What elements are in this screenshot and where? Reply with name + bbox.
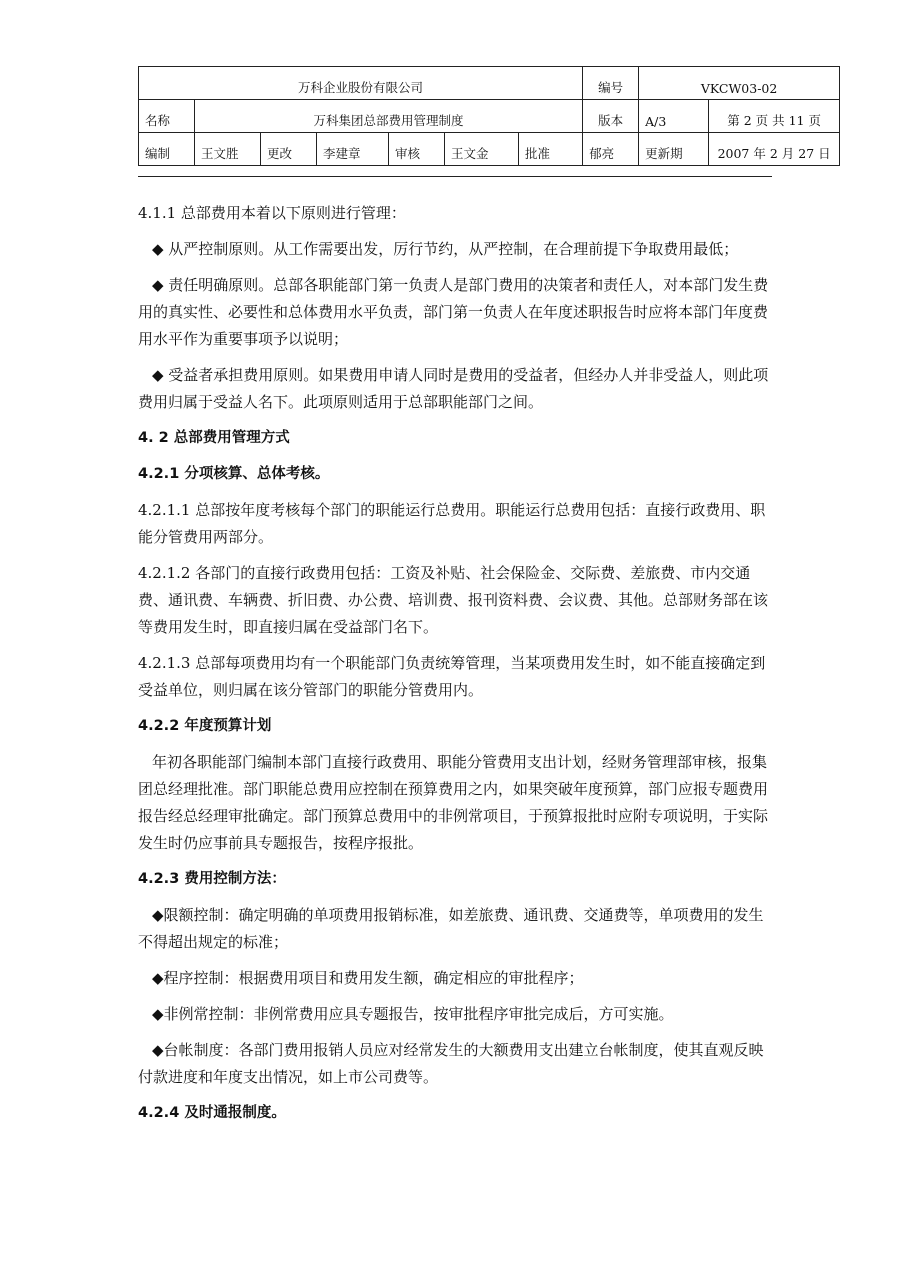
update-value: 2007 年 2 月 27 日 (709, 133, 840, 166)
document-name: 万科集团总部费用管理制度 (195, 100, 583, 133)
version-value: A/3 (639, 100, 709, 133)
bullet-procedure-control: ◆程序控制：根据费用项目和费用发生额，确定相应的审批程序； (152, 969, 584, 987)
paragraph-4-2-1-3: 4.2.1.3 总部每项费用均有一个职能部门负责统筹管理，当某项费用发生时，如不能直接确定到受益单位，则归属在该分管部门的职能分管费用内。 (138, 654, 766, 699)
heading-4-2-2: 4.2.2 年度预算计划 (138, 718, 272, 734)
heading-4-2: 4. 2 总部费用管理方式 (138, 430, 290, 446)
version-label: 版本 (583, 100, 639, 133)
change-value: 李建章 (317, 133, 389, 166)
paragraph-budget: 年初各职能部门编制本部门直接行政费用、职能分管费用支出计划，经财务管理部审核，报集团总经理批准。部门职能总费用应控制在预算费用之内，如果突破年度预算，部门应报专题费用报告经总经理审批确定。部门预算总费用中的非例常项目，于预算报批时应附专项说明，于实际发生时仍应事前具专题报告，按程序报批。 (138, 753, 769, 852)
review-value: 王文金 (445, 133, 519, 166)
paragraph-4-2-1-2: 4.2.1.2 各部门的直接行政费用包括：工资及补贴、社会保险金、交际费、差旅费、市内交通费、通讯费、车辆费、折旧费、办公费、培训费、报刊资料费、会议费、其他。总部财务部在该等费用发生时，即直接归属在受益部门名下。 (138, 564, 769, 636)
approve-label: 批准 (519, 133, 583, 166)
heading-4-2-4: 4.2.4 及时通报制度。 (138, 1105, 286, 1121)
document-header-table (138, 66, 840, 166)
bullet-responsibility: ◆ 责任明确原则。总部各职能部门第一负责人是部门费用的决策者和责任人，对本部门发生费用的真实性、必要性和总体费用水平负责，部门第一负责人在年度述职报告时应将本部门年度费用水平作为重要事项予以说明； (138, 276, 769, 348)
review-label: 审核 (389, 133, 445, 166)
paragraph-4-2-1-1: 4.2.1.1 总部按年度考核每个部门的职能运行总费用。职能运行总费用包括：直接行政费用、职能分管费用两部分。 (138, 501, 766, 546)
bullet-ledger-system: ◆台帐制度：各部门费用报销人员应对经常发生的大额费用支出建立台帐制度，使其直观反映付款进度和年度支出情况，如上市公司费等。 (138, 1041, 764, 1086)
change-label: 更改 (261, 133, 317, 166)
name-label: 名称 (139, 100, 195, 133)
compile-label: 编制 (139, 133, 195, 166)
compile-value: 王文胜 (195, 133, 261, 166)
document-body (138, 200, 778, 1136)
bullet-nonroutine-control: ◆非例常控制：非例常费用应具专题报告，按审批程序审批完成后，方可实施。 (152, 1005, 674, 1023)
heading-4-2-1: 4.2.1 分项核算、总体考核。 (138, 466, 330, 482)
code-value: VKCW03-02 (639, 67, 840, 100)
page-info: 第 2 页 共 11 页 (709, 100, 840, 133)
code-label: 编号 (583, 67, 639, 100)
header-divider (138, 176, 772, 177)
approve-value: 郁亮 (583, 133, 639, 166)
bullet-beneficiary: ◆ 受益者承担费用原则。如果费用申请人同时是费用的受益者，但经办人并非受益人，则此项费用归属于受益人名下。此项原则适用于总部职能部门之间。 (138, 366, 769, 411)
company-name: 万科企业股份有限公司 (139, 67, 583, 100)
update-label: 更新期 (639, 133, 709, 166)
bullet-strict-control: ◆ 从严控制原则。从工作需要出发，厉行节约，从严控制，在合理前提下争取费用最低； (152, 240, 739, 258)
bullet-limit-control: ◆限额控制：确定明确的单项费用报销标准，如差旅费、通讯费、交通费等，单项费用的发生不得超出规定的标准； (138, 906, 764, 951)
paragraph-4-1-1: 4.1.1 总部费用本着以下原则进行管理： (138, 204, 406, 222)
heading-4-2-3: 4.2.3 费用控制方法： (138, 871, 286, 887)
